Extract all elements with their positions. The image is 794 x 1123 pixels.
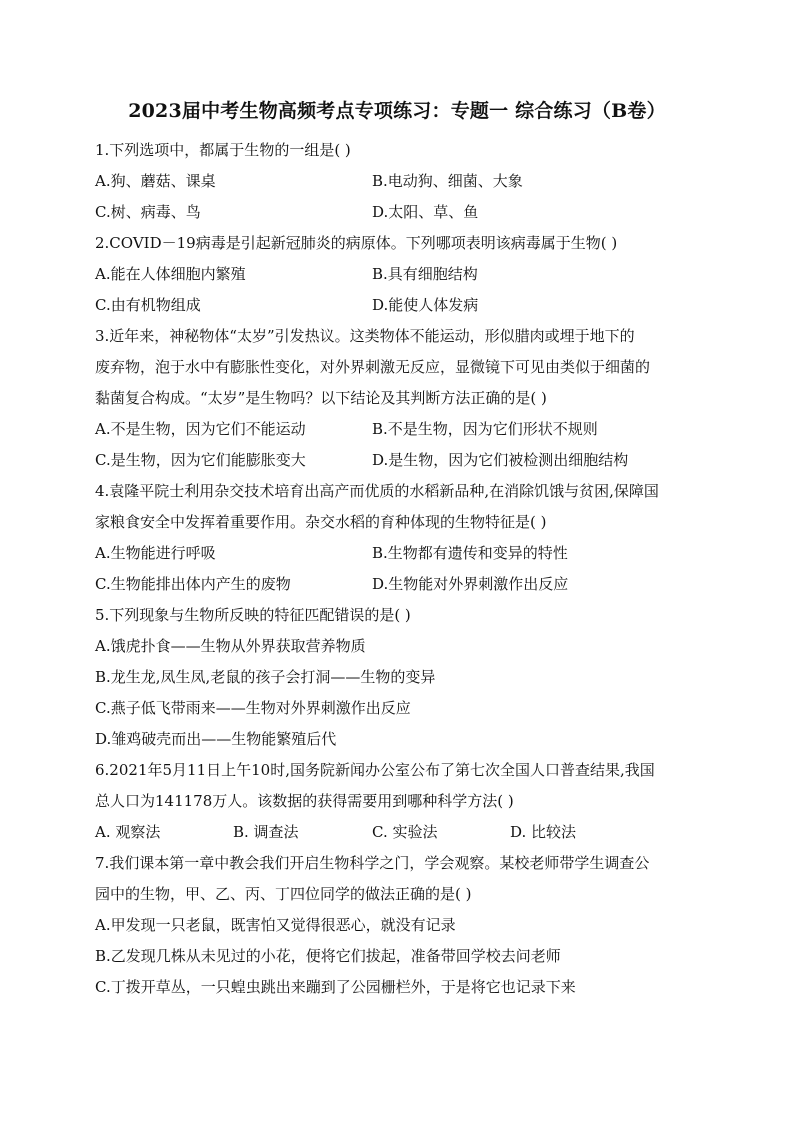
question-3-option-b: B.不是生物，因为它们形状不规则 bbox=[372, 420, 598, 438]
question-2-option-a: A.能在人体细胞内繁殖 bbox=[95, 265, 246, 283]
question-1-option-c: C.树、病毒、鸟 bbox=[95, 203, 201, 221]
question-3-option-c: C.是生物，因为它们能膨胀变大 bbox=[95, 451, 306, 469]
question-7-stem-line-2: 园中的生物，甲、乙、丙、丁四位同学的做法正确的是( ) bbox=[95, 885, 472, 903]
question-7-option-b: B.乙发现几株从未见过的小花，便将它们拔起，准备带回学校去问老师 bbox=[95, 947, 561, 965]
question-6-stem-line-2: 总人口为141178万人。该数据的获得需要用到哪种科学方法( ) bbox=[95, 792, 514, 810]
question-7-option-a: A.甲发现一只老鼠，既害怕又觉得很恶心，就没有记录 bbox=[95, 916, 456, 934]
question-4-option-b: B.生物都有遗传和变异的特性 bbox=[372, 544, 568, 562]
question-4-option-c: C.生物能排出体内产生的废物 bbox=[95, 575, 291, 593]
question-4-stem-line-1: 4.袁隆平院士利用杂交技术培育出高产而优质的水稻新品种,在消除饥饿与贫困,保障国 bbox=[95, 482, 659, 500]
question-1-option-b: B.电动狗、细菌、大象 bbox=[372, 172, 523, 190]
page-title: 2023届中考生物高频考点专项练习：专题一 综合练习（B卷） bbox=[128, 100, 666, 122]
question-6-option-c: C. 实验法 bbox=[372, 823, 438, 841]
question-6-option-b: B. 调查法 bbox=[233, 823, 299, 841]
question-1-option-d: D.太阳、草、鱼 bbox=[372, 203, 479, 221]
question-2-option-d: D.能使人体发病 bbox=[372, 296, 479, 314]
question-5-option-c: C.燕子低飞带雨来——生物对外界刺激作出反应 bbox=[95, 699, 411, 717]
question-2-option-c: C.由有机物组成 bbox=[95, 296, 201, 314]
question-6-stem-line-1: 6.2021年5月11日上午10时,国务院新闻办公室公布了第七次全国人口普查结果,我国 bbox=[95, 761, 655, 779]
question-3-option-a: A.不是生物，因为它们不能运动 bbox=[95, 420, 306, 438]
question-1-option-a: A.狗、蘑菇、课桌 bbox=[95, 172, 216, 190]
question-4-stem-line-2: 家粮食安全中发挥着重要作用。杂交水稻的育种体现的生物特征是( ) bbox=[95, 513, 547, 531]
question-4-option-d: D.生物能对外界刺激作出反应 bbox=[372, 575, 569, 593]
question-3-stem-line-1: 3.近年来，神秘物体“太岁”引发热议。这类物体不能运动，形似腊肉或埋于地下的 bbox=[95, 327, 635, 345]
question-5-stem: 5.下列现象与生物所反映的特征匹配错误的是( ) bbox=[95, 606, 411, 624]
question-7-stem-line-1: 7.我们课本第一章中教会我们开启生物科学之门，学会观察。某校老师带学生调查公 bbox=[95, 854, 650, 872]
question-3-stem-line-3: 黏菌复合构成。“太岁”是生物吗？以下结论及其判断方法正确的是( ) bbox=[95, 389, 547, 407]
question-3-option-d: D.是生物，因为它们被检测出细胞结构 bbox=[372, 451, 629, 469]
question-6-option-a: A. 观察法 bbox=[95, 823, 161, 841]
question-5-option-b: B.龙生龙,凤生凤,老鼠的孩子会打洞——生物的变异 bbox=[95, 668, 436, 686]
question-5-option-d: D.雏鸡破壳而出——生物能繁殖后代 bbox=[95, 730, 337, 748]
question-1-stem: 1.下列选项中，都属于生物的一组是( ) bbox=[95, 141, 351, 159]
question-5-option-a: A.饿虎扑食——生物从外界获取营养物质 bbox=[95, 637, 366, 655]
question-7-option-c: C.丁拨开草丛，一只蝗虫跳出来蹦到了公园栅栏外，于是将它也记录下来 bbox=[95, 978, 576, 996]
question-6-option-d: D. 比较法 bbox=[510, 823, 577, 841]
question-2-option-b: B.具有细胞结构 bbox=[372, 265, 478, 283]
question-2-stem: 2.COVID－19病毒是引起新冠肺炎的病原体。下列哪项表明该病毒属于生物( ) bbox=[95, 234, 618, 252]
question-4-option-a: A.生物能进行呼吸 bbox=[95, 544, 216, 562]
question-3-stem-line-2: 废弃物，泡于水中有膨胀性变化，对外界刺激无反应，显微镜下可见由类似于细菌的 bbox=[95, 358, 651, 376]
